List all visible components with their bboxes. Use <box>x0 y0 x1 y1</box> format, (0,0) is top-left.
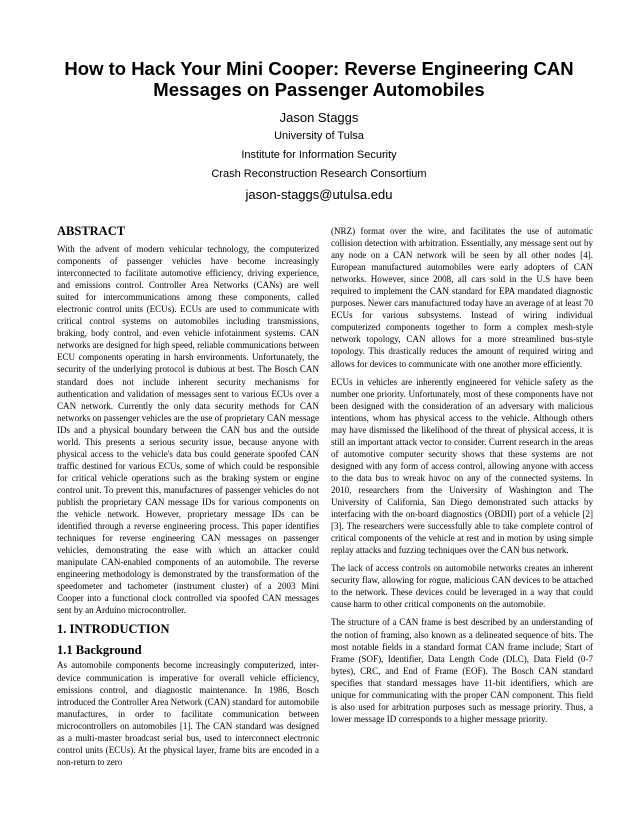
introduction-heading: 1. INTRODUCTION <box>57 622 170 637</box>
paper-title: How to Hack Your Mini Cooper: Reverse Engineering CAN Messages on Passenger Automobiles <box>64 58 574 100</box>
right-column <box>331 225 593 731</box>
affiliation-institute: Institute for Information Security <box>241 149 397 161</box>
affiliation-consortium: Crash Reconstruction Research Consortium <box>211 168 427 180</box>
author-email: jason-staggs@utulsa.edu <box>245 187 393 202</box>
intro-paragraph-1-continued: (NRZ) format over the wire, and facilitates the use of automatic collision detection with arbitration. Essentially, any message sent out by any node on a CAN network will be seen by all other nodes [4]. European manufactured automobiles were early adopters of CAN networks. However, since 2008, all cars sold in the U.S have been required to implement the CAN standard for EPA mandated diagnostic purposes. Newer cars manufactured today have an average of at least 70 ECUs for various subsystems. Instead of wiring individual computerized components together to form a complex mesh-style network topology, CAN allows for a more streamlined bus-style topology. This drastically reduces the amount of required wiring and allows for devices to communicate with one another more efficiently. <box>331 226 593 369</box>
intro-paragraph-2: ECUs in vehicles are inherently engineered for vehicle safety as the number one priority. Unfortunately, most of these components have not been designed with the consideration of an adversary with malicious intentions, whom has physical access to the vehicle. Although others may have dismissed the likelihood of the threat of physical access, it is still an important attack vector to consider. Current research in the areas of automotive computer security shows that these systems are not designed with any form of access control, allowing anyone with access to the data bus to wreak havoc on any of the connected systems. In 2010, researchers from the University of Washington and The University of California, San Diego demonstrated such attacks by interfacing with the on-board diagnostics (OBDII) port of a vehicle [2][3]. The researchers were successfully able to take complete control of critical components of the vehicle at rest and in motion by using simple replay attacks and fuzzing techniques over the CAN bus network. <box>331 376 593 556</box>
intro-paragraph-3: The lack of access controls on automobile networks creates an inherent security flaw, allowing for rogue, malicious CAN devices to be attached to the network. These devices could be leveraged in a way that could cause harm to other critical components on the automobile. <box>331 563 593 610</box>
author-block <box>40 108 598 204</box>
affiliation-university: University of Tulsa <box>274 130 364 142</box>
intro-paragraph-1: As automobile components become increasingly computerized, inter-device communication is imperative for overall vehicle efficiency, emissions control, and diagnostic maintenance. In 1986, Bosch introduced the Controller Area Network (CAN) standard for automobile manufactures, in order to facilitate communication between microcontrollers on automobiles [1]. The CAN standard was designed as a multi-master broadcast serial bus, used to interconnect electronic control units (ECUs). At the physical layer, frame bits are encoded in a non-return to zero <box>57 660 319 767</box>
intro-paragraph-4: The structure of a CAN frame is best described by an understanding of the notion of framing, also known as a delineated sequence of bits. The most notable fields in a standard format CAN frame include; Start of Frame (SOF), Identifier, Data Length Code (DLC), Data Field (0-7 bytes), CRC, and End of Frame (EOF). The Bosch CAN standard specifies that standard messages have 11-bit identifiers, which are unique for communicating with the proper CAN component. This field is also used for arbitration purposes such as message priority. Thus, a lower message ID corresponds to a higher message priority. <box>331 617 593 724</box>
author-name: Jason Staggs <box>279 110 359 125</box>
left-column <box>57 224 319 774</box>
abstract-heading: ABSTRACT <box>57 224 126 238</box>
abstract-text: With the advent of modern vehicular technology, the computerized components of passenger vehicles have become increasingly interconnected to facilitate automotive efficiency, driving experience, and emissions control. Controller Area Networks (CANs) are well suited for intercommunications among these components, called electronic control units (ECUs). ECUs are used to communicate with critical control systems on automobiles including transmissions, braking, body control, and even vehicle infotainment systems. CAN networks are designed for high speed, reliable communications between ECU components operating in harsh environments. Unfortunately, the security of the underlying protocol is dubious at best. The Bosch CAN standard does not include inherent security mechanisms for authentication and validation of messages sent to various ECUs over a CAN network. Currently the only data security methods for CAN networks on passenger vehicles are the use of proprietary CAN message IDs and a physical boundary between the CAN bus and the outside world. This presents a serious security issue, because anyone with physical access to the vehicle's data bus could generate spoofed CAN traffic destined for various ECUs, some of which could be responsible for critical vehicle operations such as the braking system or engine control unit. To prevent this, manufactures of passenger vehicles do not publish the proprietary CAN message IDs for various components on the vehicle network. However, proprietary message IDs can be identified through a reverse engineering process. This paper identifies techniques for reverse engineering CAN messages on passenger vehicles, demonstrating the ease with which an attacker could manipulate CAN-enabled components of an automobile. The reverse engineering methodology is demonstrated by the transformation of the speedometer and tachometer (instrument cluster) of a 2003 Mini Cooper into a functional clock controlled via spoofed CAN messages sent by an Arduino microcontroller. <box>57 244 319 616</box>
background-subheading: 1.1 Background <box>57 643 142 658</box>
